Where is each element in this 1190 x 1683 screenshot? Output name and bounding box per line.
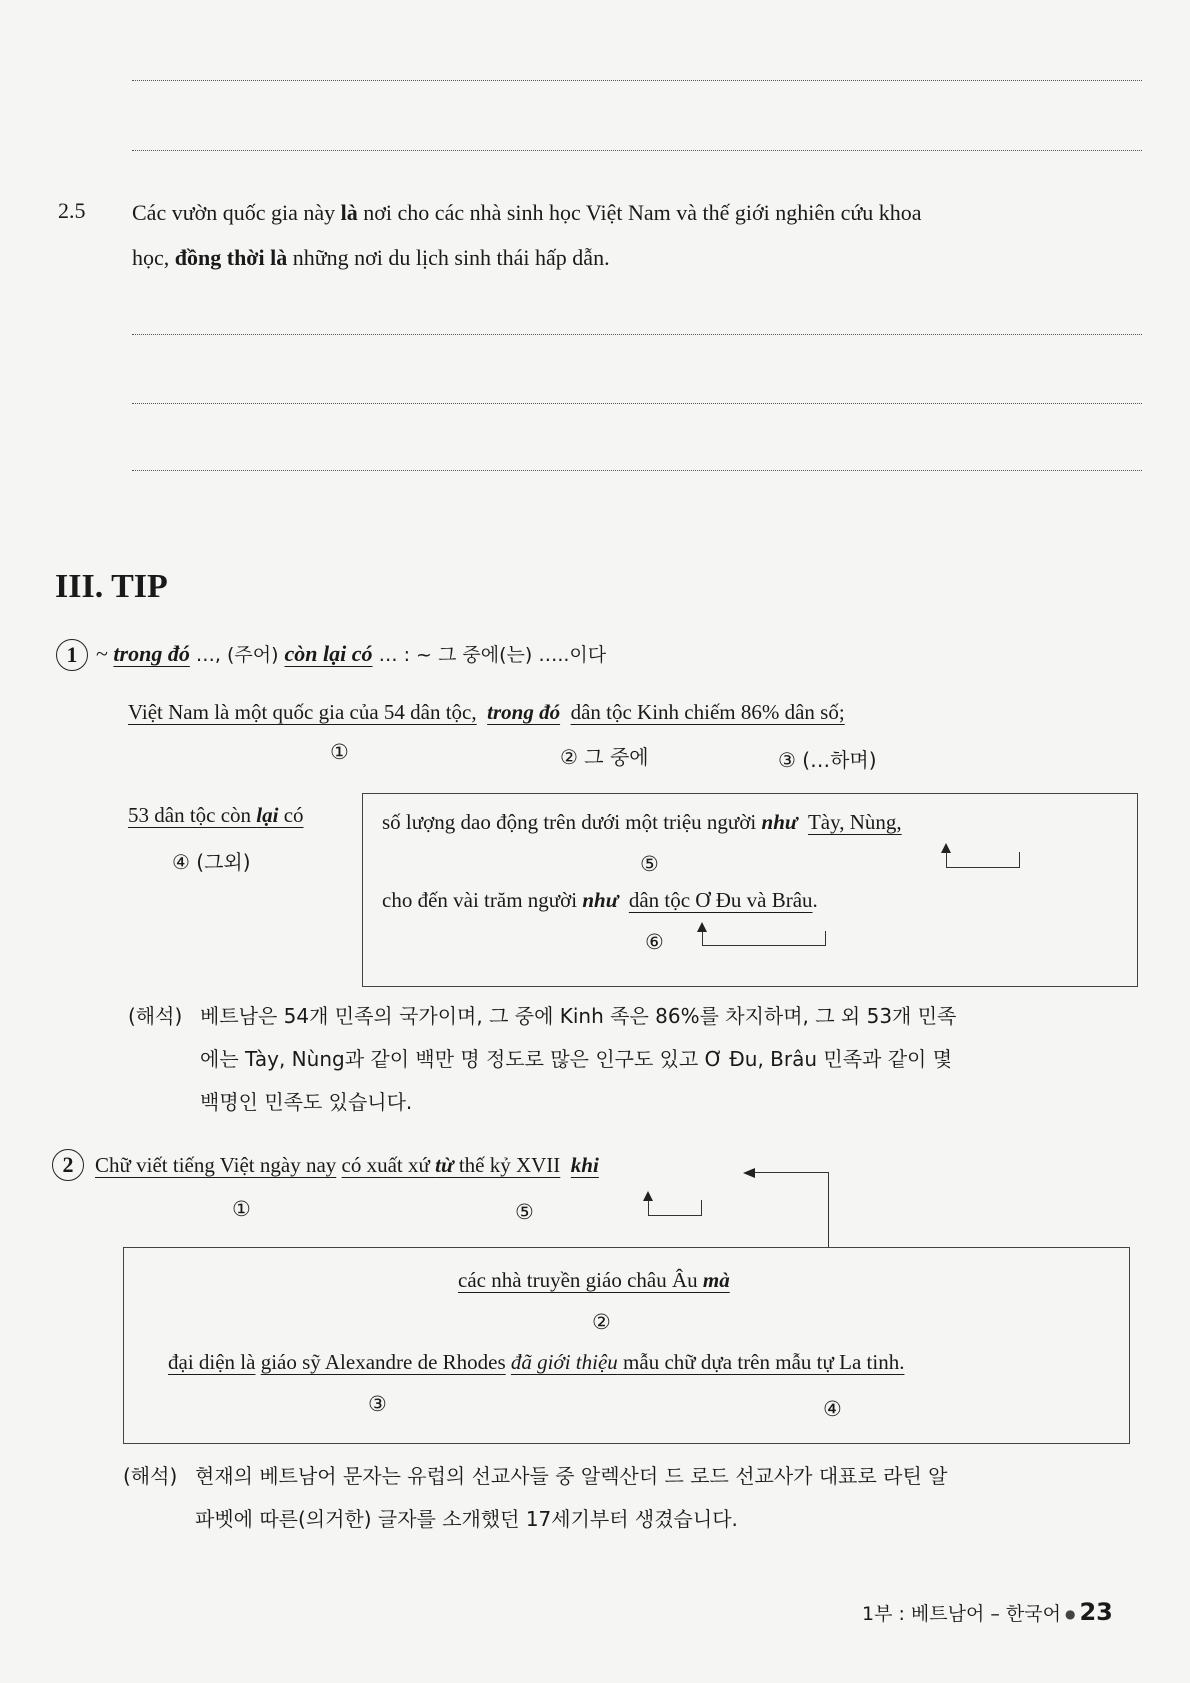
tip1-label-1: ① (330, 740, 349, 764)
bracket-connector (648, 1200, 702, 1216)
tip1-heading: ~ trong đó …, (주어) còn lại có … : ~ 그 중에(는) …..이다 (96, 641, 607, 666)
tip2-label-3: ③ (368, 1392, 387, 1416)
tip1-label-2: ② 그 중에 (560, 745, 649, 769)
tip2-label-2: ② (592, 1310, 611, 1334)
answer-line (132, 80, 1142, 81)
section-title: III. TIP (55, 568, 168, 605)
arrow-left-icon (743, 1168, 755, 1178)
page-number: 23 (1079, 1598, 1113, 1626)
exercise-line-1: Các vườn quốc gia này là nơi cho các nhà sinh học Việt Nam và thế giới nghiên cứu khoa (132, 200, 922, 225)
exercise-line-2: học, đồng thời là những nơi du lịch sinh thái hấp dẫn. (132, 245, 610, 270)
tip2-label-5: ⑤ (515, 1200, 534, 1224)
tip-number-2: 2 (52, 1149, 84, 1181)
answer-line (132, 470, 1142, 471)
tip1-translation-line-1: 베트남은 54개 민족의 국가이며, 그 중에 Kinh 족은 86%를 차지하며, 그 외 53개 민족 (200, 1004, 957, 1028)
tip1-label-4: ④ (그외) (172, 850, 251, 874)
tip1-box-line-1: số lượng dao động trên dưới một triệu người như Tày, Nùng, (382, 810, 902, 834)
tip1-sentence-2: 53 dân tộc còn lại có (128, 803, 304, 827)
tip1-translation-line-2: 에는 Tày, Nùng과 같이 백만 명 정도로 많은 인구도 있고 Ơ Đu, Brâu 민족과 같이 몇 (200, 1047, 953, 1071)
tip2-box-line-2: đại diện là giáo sỹ Alexandre de Rhodes đã giới thiệu mẫu chữ dựa trên mẫu tự La tinh. (168, 1350, 905, 1374)
tip2-sentence-1: Chữ viết tiếng Việt ngày nay có xuất xứ từ thế kỷ XVII khi (95, 1153, 599, 1177)
tip1-translation-line-3: 백명인 민족도 있습니다. (200, 1090, 413, 1114)
bullet-icon: ● (1064, 1607, 1076, 1621)
page-footer (862, 1598, 1113, 1626)
tip2-translation-label: (해석) (123, 1464, 178, 1488)
answer-line (132, 150, 1142, 151)
tip1-label-3: ③ (…하며) (778, 748, 877, 772)
bracket-connector (946, 852, 1020, 868)
tip-number-1: 1 (56, 639, 88, 671)
tip2-translation-line-2: 파벳에 따른(의거한) 글자를 소개했던 17세기부터 생겼습니다. (195, 1507, 738, 1531)
tip1-box-line-2: cho đến vài trăm người như dân tộc Ơ Đu và Brâu. (382, 888, 818, 912)
part-label: 1부 : 베트남어 – 한국어 (862, 1603, 1061, 1625)
exercise-number: 2.5 (58, 198, 86, 223)
tip1-label-5: ⑤ (640, 852, 659, 876)
tip2-translation-line-1: 현재의 베트남어 문자는 유럽의 선교사들 중 알렉산더 드 로드 선교사가 대표로 라틴 알 (195, 1464, 948, 1488)
tip1-label-6: ⑥ (645, 930, 664, 954)
tip1-translation-label: (해석) (128, 1004, 183, 1028)
tip2-label-4: ④ (823, 1397, 842, 1421)
answer-line (132, 403, 1142, 404)
tip1-sentence-1: Việt Nam là một quốc gia của 54 dân tộc, trong đó dân tộc Kinh chiếm 86% dân số; (128, 700, 845, 724)
connector-line (828, 1172, 829, 1247)
connector-line (755, 1172, 829, 1173)
answer-line (132, 334, 1142, 335)
tip2-label-1: ① (232, 1197, 251, 1221)
bracket-connector (702, 931, 826, 946)
tip2-box-line-1: các nhà truyền giáo châu Âu mà (458, 1268, 730, 1292)
